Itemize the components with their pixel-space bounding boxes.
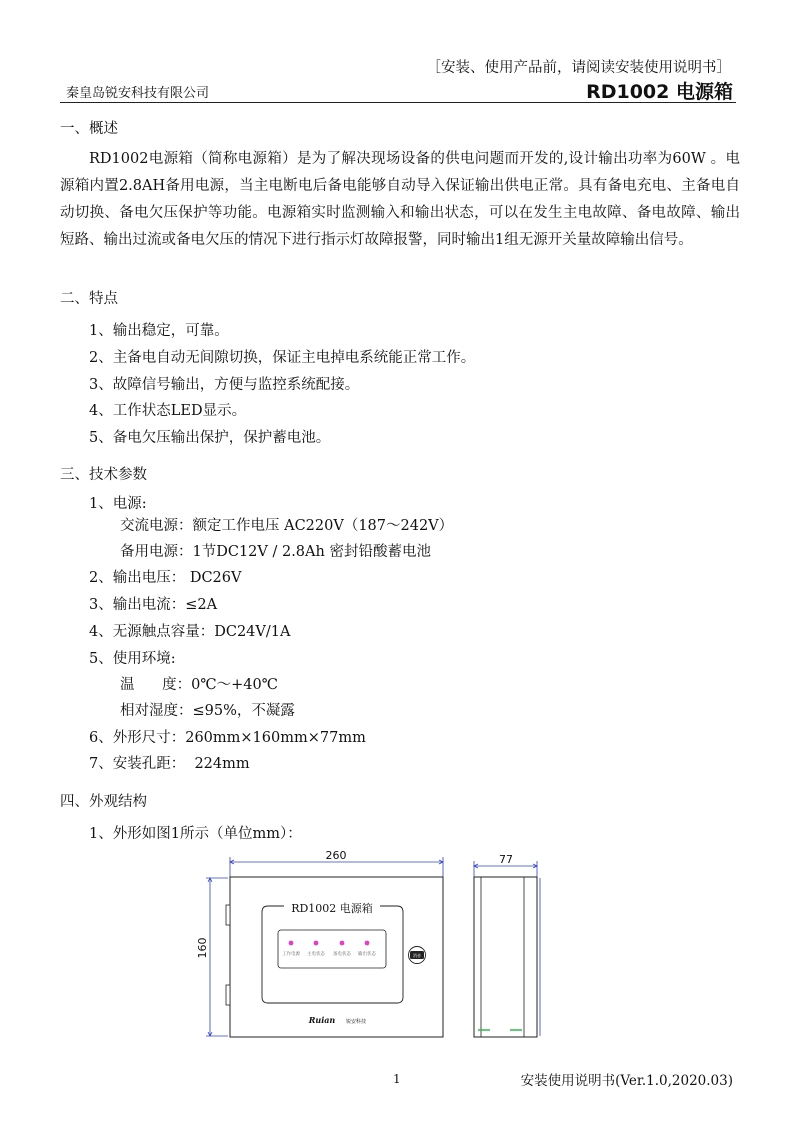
brand-logo: Ruian (308, 1015, 336, 1025)
spec-environment-label: 5、使用环境: (89, 651, 176, 667)
spec-backup-power: 备用电源：1节DC12V / 2.8Ah 密封铅酸蓄电池 (120, 544, 431, 560)
spec-output-current: 3、输出电流：≤2A (89, 597, 218, 613)
hinge (226, 905, 230, 925)
brand-text: 锐安科技 (345, 1019, 367, 1025)
indicator-window (278, 930, 386, 968)
led-indicator (314, 941, 319, 946)
led-label: 输出状态 (358, 952, 376, 957)
panel-title: RD1002 电源箱 (291, 902, 373, 915)
spec-temperature: 温 度：0℃～+40℃ (120, 677, 278, 693)
spec-hole-spacing: 7、安装孔距： 224mm (89, 756, 250, 772)
silence-button-label: 消音 (413, 953, 421, 958)
overview-heading: 一、概述 (60, 121, 118, 137)
features-heading: 二、特点 (60, 291, 118, 307)
width-label: 260 (325, 849, 347, 862)
spec-humidity: 相对湿度：≤95%，不凝露 (120, 703, 295, 719)
header-divider (60, 102, 736, 103)
spec-dimensions: 6、外形尺寸：260mm×160mm×77mm (89, 730, 366, 746)
feature-item: 4、工作状态LED显示。 (89, 403, 247, 419)
led-indicator (340, 941, 345, 946)
spec-power-label: 1、电源: (89, 496, 147, 512)
overview-paragraph (60, 146, 740, 254)
structure-heading: 四、外观结构 (60, 794, 147, 810)
led-label: 工作电源 (282, 952, 300, 957)
enclosure-drawing (196, 845, 560, 1045)
overview-text: RD1002电源箱（简称电源箱）是为了解决现场设备的供电问题而开发的,设计输出功率为60W 。电源箱内置2.8AH备用电源，当主电断电后备电能够自动导入保证输出供电正常。具有备电充电、主备电自动切换、备电欠压保护等功能。电源箱实时监测输入和输出状态，可以在发生主电故障、备电故障、输出短路、输出过流或备电欠压的情况下进行指示灯故障报警，同时输出1组无源开关量故障输出信号。 (60, 151, 740, 248)
height-label: 160 (196, 937, 209, 959)
header-note: ［安装、使用产品前，请阅读安装使用说明书］ (426, 60, 731, 76)
feature-item: 5、备电欠压输出保护，保护蓄电池。 (89, 430, 331, 446)
structure-item: 1、外形如图1所示（单位mm）： (89, 826, 302, 842)
led-label: 主电状态 (307, 952, 325, 957)
height-dimension (206, 878, 228, 1036)
led-label: 备电状态 (333, 952, 351, 957)
feature-item: 1、输出稳定，可靠。 (89, 323, 229, 339)
page-number: 1 (393, 1072, 401, 1086)
spec-output-voltage: 2、输出电压： DC26V (89, 570, 242, 586)
feature-item: 2、主备电自动无间隙切换，保证主电掉电系统能正常工作。 (89, 350, 476, 366)
specs-heading: 三、技术参数 (60, 467, 147, 483)
document-title: RD1002 电源箱 (586, 81, 733, 103)
spec-ac-power: 交流电源：额定工作电压 AC220V（187～242V） (120, 518, 454, 534)
hinge (226, 985, 230, 1005)
led-indicator (289, 941, 294, 946)
led-indicator (365, 941, 370, 946)
depth-label: 77 (499, 853, 513, 866)
side-view (474, 877, 537, 1037)
company-name: 秦皇岛锐安科技有限公司 (66, 86, 210, 101)
feature-item: 3、故障信号输出，方便与监控系统配接。 (89, 377, 360, 393)
manual-version: 安装使用说明书(Ver.1.0,2020.03) (520, 1073, 733, 1089)
spec-contact-capacity: 4、无源触点容量：DC24V/1A (89, 624, 291, 640)
